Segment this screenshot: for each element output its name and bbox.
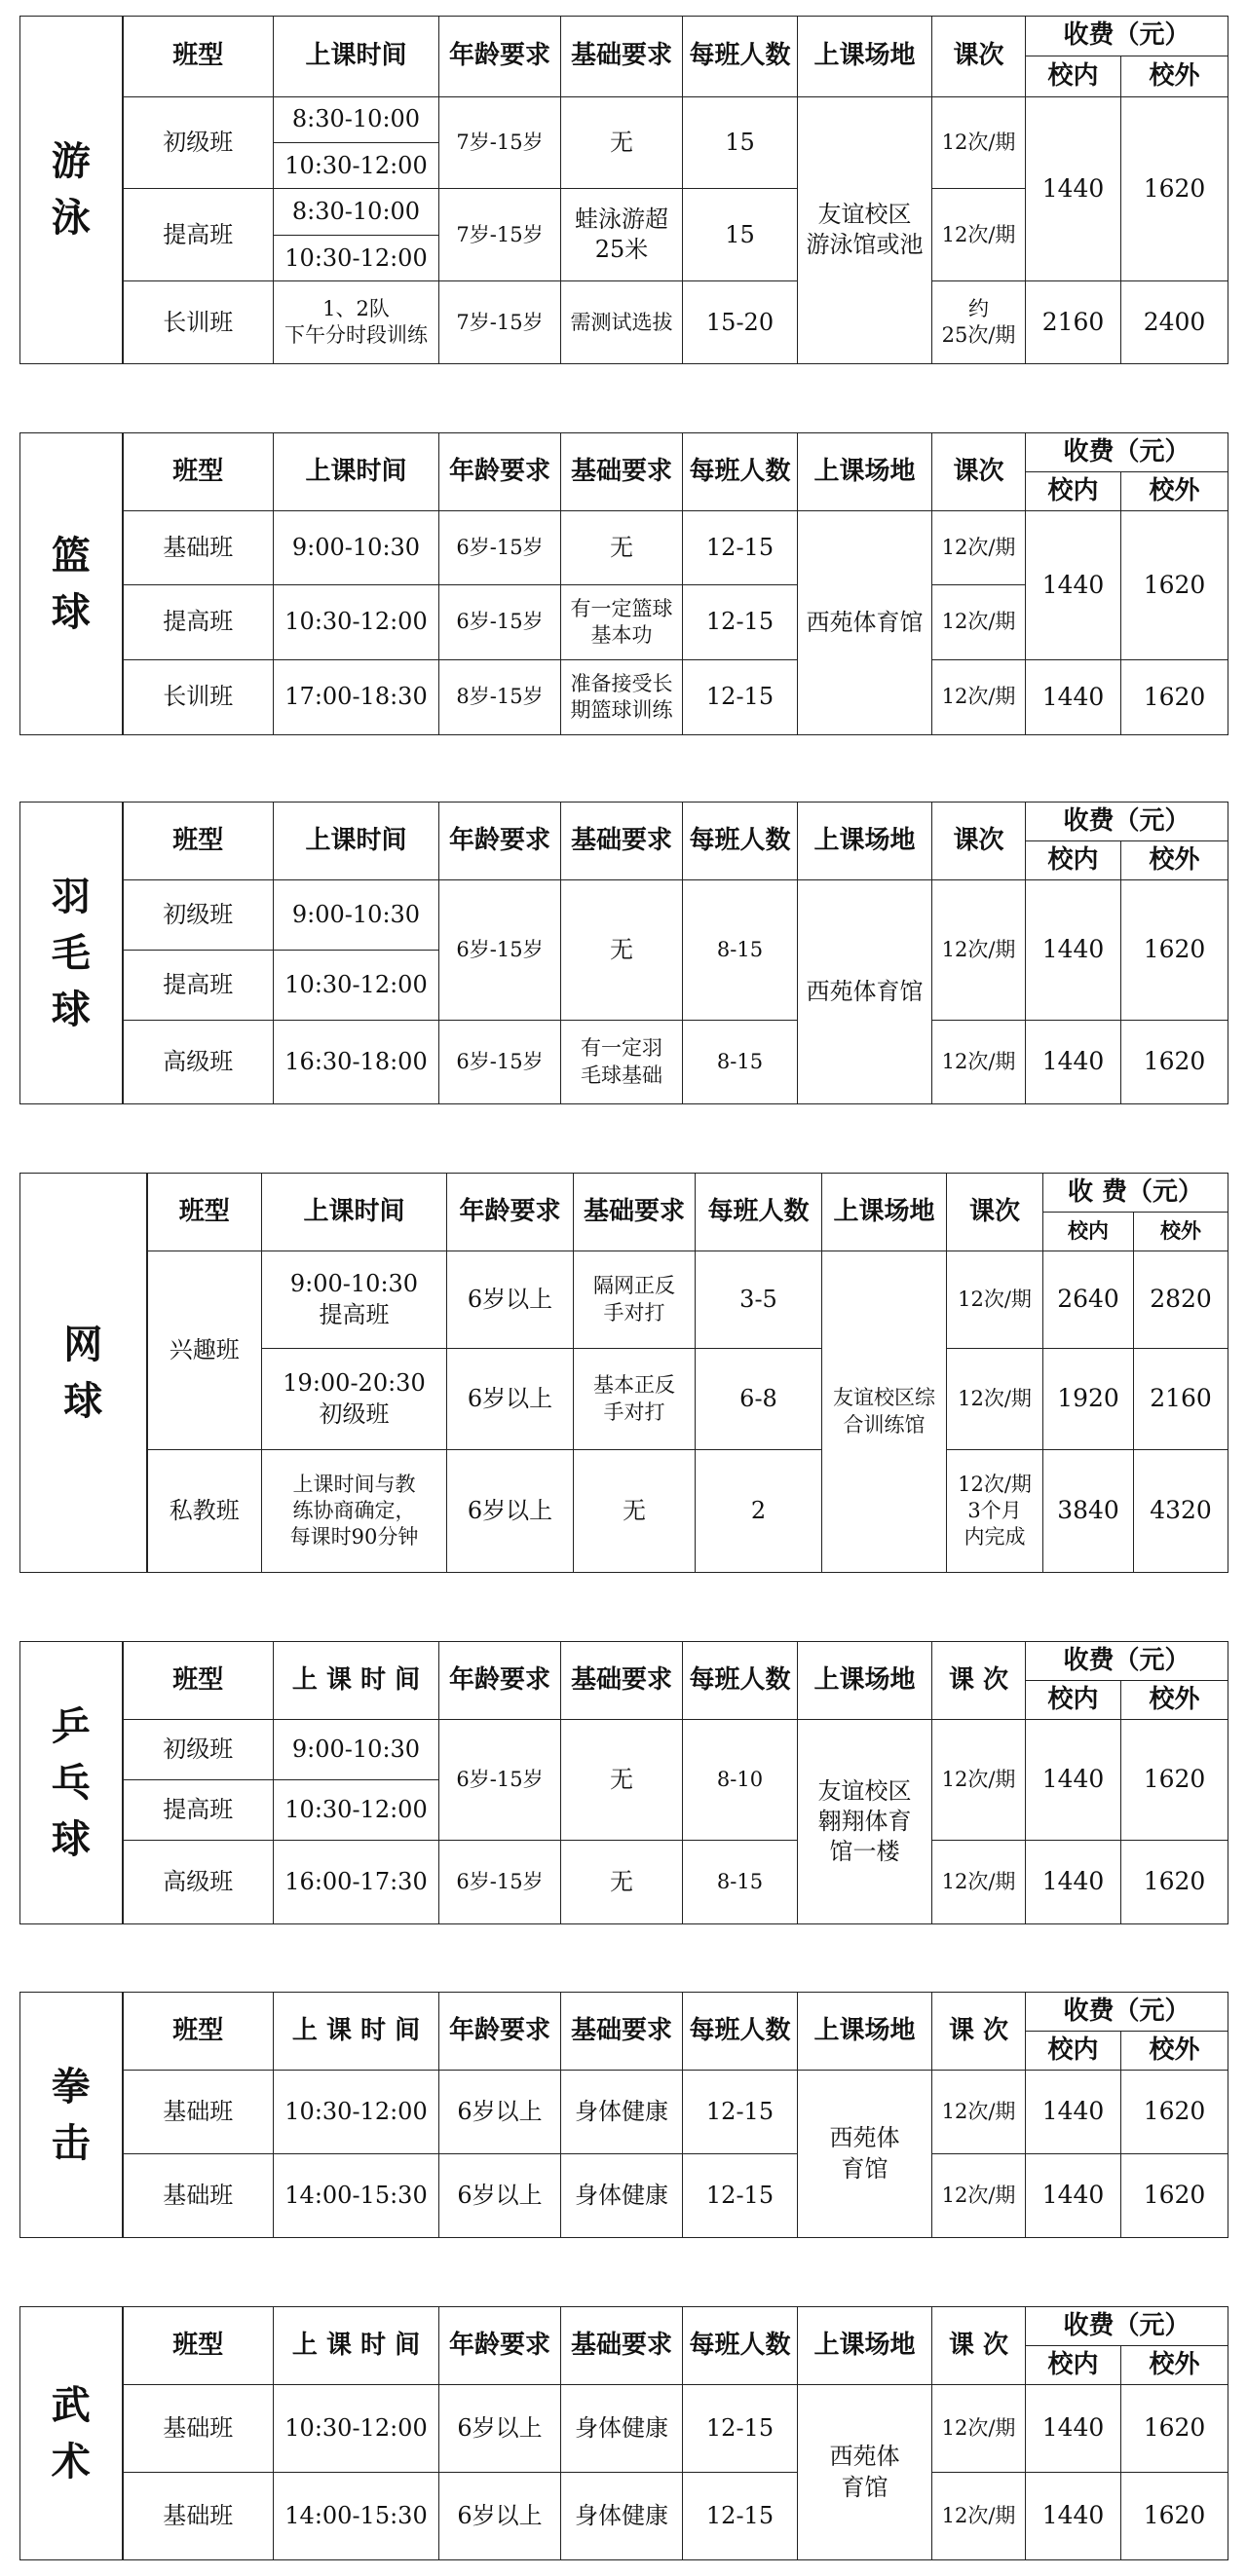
age-req: 6岁-15岁 [439, 585, 561, 660]
header-fee-inside: 校内 [1026, 2346, 1121, 2385]
header-fee-outside: 校外 [1121, 1681, 1228, 1720]
fee-outside: 2160 [1134, 1349, 1228, 1450]
header-venue: 上课场地 [798, 803, 932, 880]
class-time: 1、2队 下午分时段训练 [274, 281, 439, 364]
class-time: 10:30-12:00 [274, 2385, 439, 2473]
fee-inside: 2640 [1043, 1251, 1134, 1349]
basis-req: 有一定羽 毛球基础 [561, 1021, 683, 1104]
basis-req: 准备接受长 期篮球训练 [561, 660, 683, 735]
sessions: 12次/期 [932, 1841, 1026, 1924]
sport-name-boxing: 拳 击 [20, 1993, 123, 2238]
header-age: 年龄要求 [439, 2307, 561, 2385]
class-time: 17:00-18:30 [274, 660, 439, 735]
class-size: 15 [683, 189, 798, 281]
sessions: 12次/期 [932, 2385, 1026, 2473]
basis-req: 身体健康 [561, 2385, 683, 2473]
class-time: 16:30-18:00 [274, 1021, 439, 1104]
class-type: 初级班 [123, 96, 274, 189]
sport-name-pingpong: 乒 乓 球 [20, 1642, 123, 1924]
fee-inside: 1440 [1026, 2385, 1121, 2473]
header-age: 年龄要求 [439, 1642, 561, 1720]
class-type: 长训班 [123, 281, 274, 364]
badminton-table [19, 802, 1228, 1104]
fee-outside: 1620 [1121, 2154, 1228, 2238]
class-size: 8-15 [683, 880, 798, 1021]
class-time: 14:00-15:30 [274, 2473, 439, 2560]
fee-inside: 1440 [1026, 511, 1121, 660]
fee-inside: 1440 [1026, 96, 1121, 281]
class-size: 6-8 [696, 1349, 822, 1450]
basis-req: 需测试选拔 [561, 281, 683, 364]
sport-name-basketball: 篮 球 [20, 433, 123, 735]
fee-outside: 1620 [1121, 96, 1228, 281]
fee-inside: 1440 [1026, 1021, 1121, 1104]
class-size: 2 [696, 1450, 822, 1573]
header-basis: 基础要求 [574, 1174, 696, 1251]
class-type: 基础班 [123, 2154, 274, 2238]
sessions: 约 25次/期 [932, 281, 1026, 364]
header-time: 上 课 时 间 [274, 1642, 439, 1720]
header-class-type: 班型 [123, 1642, 274, 1720]
header-sessions: 课次 [932, 17, 1026, 97]
age-req: 6岁以上 [439, 2473, 561, 2560]
header-sessions: 课次 [932, 433, 1026, 511]
header-time: 上 课 时 间 [274, 1993, 439, 2071]
header-fee-inside: 校内 [1026, 1681, 1121, 1720]
fee-inside: 1440 [1026, 2154, 1121, 2238]
header-age: 年龄要求 [439, 17, 561, 97]
class-size: 12-15 [683, 2473, 798, 2560]
class-type: 初级班 [123, 880, 274, 951]
class-type: 提高班 [123, 585, 274, 660]
fee-outside: 1620 [1121, 511, 1228, 660]
header-fee-outside: 校外 [1121, 841, 1228, 880]
fee-outside: 4320 [1134, 1450, 1228, 1573]
class-time: 14:00-15:30 [274, 2154, 439, 2238]
sessions: 12次/期 [947, 1251, 1043, 1349]
class-time: 10:30-12:00 [274, 1780, 439, 1841]
age-req: 6岁-15岁 [439, 1021, 561, 1104]
header-class-type: 班型 [123, 433, 274, 511]
header-basis: 基础要求 [561, 1993, 683, 2071]
class-type: 私教班 [147, 1450, 262, 1573]
header-fee-inside: 校内 [1043, 1213, 1134, 1251]
class-group: 兴趣班 [147, 1251, 262, 1450]
header-basis: 基础要求 [561, 433, 683, 511]
basis-req: 无 [561, 1720, 683, 1841]
age-req: 6岁以上 [439, 2154, 561, 2238]
basis-req: 身体健康 [561, 2473, 683, 2560]
class-time: 9:00-10:30 [274, 1720, 439, 1780]
boxing-table [19, 1992, 1228, 2238]
header-fee-inside: 校内 [1026, 841, 1121, 880]
sessions: 12次/期 [932, 511, 1026, 585]
class-time: 10:30-12:00 [274, 585, 439, 660]
fee-outside: 1620 [1121, 2071, 1228, 2154]
class-time: 10:30-12:00 [274, 2071, 439, 2154]
class-size: 15 [683, 96, 798, 189]
class-size: 8-15 [683, 1841, 798, 1924]
class-size: 15-20 [683, 281, 798, 364]
header-size: 每班人数 [696, 1174, 822, 1251]
header-fee: 收费（元） [1026, 803, 1228, 841]
header-sessions: 课次 [947, 1174, 1043, 1251]
header-basis: 基础要求 [561, 803, 683, 880]
class-type: 基础班 [123, 2473, 274, 2560]
sessions: 12次/期 3个月 内完成 [947, 1450, 1043, 1573]
header-age: 年龄要求 [447, 1174, 574, 1251]
fee-outside: 1620 [1121, 660, 1228, 735]
class-time: 上课时间与教 练协商确定， 每课时90分钟 [262, 1450, 447, 1573]
sport-name-tennis: 网 球 [20, 1174, 147, 1573]
class-time: 10:30-12:00 [274, 951, 439, 1021]
header-fee-inside: 校内 [1026, 472, 1121, 511]
header-class-type: 班型 [123, 17, 274, 97]
fee-inside: 1440 [1026, 2071, 1121, 2154]
sessions: 12次/期 [932, 189, 1026, 281]
class-size: 3-5 [696, 1251, 822, 1349]
basis-req: 无 [574, 1450, 696, 1573]
sessions: 12次/期 [947, 1349, 1043, 1450]
age-req: 6岁以上 [447, 1450, 574, 1573]
age-req: 8岁-15岁 [439, 660, 561, 735]
basis-req: 身体健康 [561, 2071, 683, 2154]
class-time: 9:00-10:30 [274, 511, 439, 585]
header-venue: 上课场地 [798, 1993, 932, 2071]
sessions: 12次/期 [932, 660, 1026, 735]
class-time: 9:00-10:30 提高班 [262, 1251, 447, 1349]
header-fee-inside: 校内 [1026, 56, 1121, 96]
header-sessions: 课 次 [932, 2307, 1026, 2385]
header-fee: 收费（元） [1026, 2307, 1228, 2346]
class-type: 初级班 [123, 1720, 274, 1780]
header-fee-inside: 校内 [1026, 2032, 1121, 2071]
header-class-type: 班型 [147, 1174, 262, 1251]
basis-req: 有一定篮球 基本功 [561, 585, 683, 660]
header-time: 上课时间 [274, 803, 439, 880]
fee-inside: 1440 [1026, 880, 1121, 1021]
basis-req: 隔网正反 手对打 [574, 1251, 696, 1349]
sessions: 12次/期 [932, 96, 1026, 189]
age-req: 7岁-15岁 [439, 189, 561, 281]
class-time: 19:00-20:30 初级班 [262, 1349, 447, 1450]
header-fee: 收费（元） [1026, 1993, 1228, 2032]
sport-name-swimming: 游 泳 [20, 17, 123, 364]
header-time: 上课时间 [262, 1174, 447, 1251]
class-size: 12-15 [683, 585, 798, 660]
pingpong-table [19, 1641, 1228, 1924]
header-size: 每班人数 [683, 17, 798, 97]
header-basis: 基础要求 [561, 1642, 683, 1720]
class-type: 高级班 [123, 1021, 274, 1104]
header-size: 每班人数 [683, 433, 798, 511]
header-venue: 上课场地 [798, 2307, 932, 2385]
fee-inside: 1440 [1026, 2473, 1121, 2560]
basis-req: 无 [561, 96, 683, 189]
class-type: 长训班 [123, 660, 274, 735]
class-size: 12-15 [683, 660, 798, 735]
header-fee: 收费（元） [1026, 1642, 1228, 1681]
header-size: 每班人数 [683, 1642, 798, 1720]
header-fee-outside: 校外 [1121, 2346, 1228, 2385]
header-time: 上课时间 [274, 17, 439, 97]
basis-req: 身体健康 [561, 2154, 683, 2238]
fee-outside: 1620 [1121, 1021, 1228, 1104]
basis-req: 无 [561, 880, 683, 1021]
fee-inside: 2160 [1026, 281, 1121, 364]
fee-inside: 1440 [1026, 1720, 1121, 1841]
header-time: 上课时间 [274, 433, 439, 511]
header-fee: 收 费（元） [1043, 1174, 1228, 1213]
basis-req: 基本正反 手对打 [574, 1349, 696, 1450]
class-type: 提高班 [123, 1780, 274, 1841]
header-venue: 上课场地 [798, 433, 932, 511]
basis-req: 蛙泳游超 25米 [561, 189, 683, 281]
venue: 西苑体育馆 [798, 880, 932, 1104]
sessions: 12次/期 [932, 1720, 1026, 1841]
basis-req: 无 [561, 511, 683, 585]
class-type: 提高班 [123, 951, 274, 1021]
sessions: 12次/期 [932, 2154, 1026, 2238]
age-req: 6岁-15岁 [439, 880, 561, 1021]
class-type: 提高班 [123, 189, 274, 281]
age-req: 6岁以上 [439, 2385, 561, 2473]
age-req: 7岁-15岁 [439, 96, 561, 189]
fee-outside: 1620 [1121, 2473, 1228, 2560]
age-req: 6岁-15岁 [439, 1841, 561, 1924]
age-req: 6岁-15岁 [439, 511, 561, 585]
age-req: 7岁-15岁 [439, 281, 561, 364]
header-fee-outside: 校外 [1121, 56, 1228, 96]
header-fee: 收费（元） [1026, 17, 1228, 56]
tennis-table [19, 1173, 1228, 1573]
class-time: 10:30-12:00 [274, 235, 439, 280]
venue: 西苑体 育馆 [798, 2071, 932, 2238]
header-fee-outside: 校外 [1121, 2032, 1228, 2071]
venue: 友谊校区综 合训练馆 [822, 1251, 947, 1573]
basis-req: 无 [561, 1841, 683, 1924]
age-req: 6岁以上 [447, 1251, 574, 1349]
header-size: 每班人数 [683, 2307, 798, 2385]
basketball-table [19, 432, 1228, 735]
fee-outside: 2820 [1134, 1251, 1228, 1349]
fee-inside: 3840 [1043, 1450, 1134, 1573]
class-size: 8-15 [683, 1021, 798, 1104]
class-time: 8:30-10:00 [274, 189, 439, 235]
class-size: 12-15 [683, 2154, 798, 2238]
venue: 友谊校区 游泳馆或池 [798, 96, 932, 363]
class-type: 高级班 [123, 1841, 274, 1924]
sport-name-wushu: 武 术 [20, 2307, 123, 2560]
header-age: 年龄要求 [439, 1993, 561, 2071]
fee-inside: 1920 [1043, 1349, 1134, 1450]
header-age: 年龄要求 [439, 803, 561, 880]
class-size: 12-15 [683, 2071, 798, 2154]
header-basis: 基础要求 [561, 17, 683, 97]
header-time: 上 课 时 间 [274, 2307, 439, 2385]
age-req: 6岁以上 [447, 1349, 574, 1450]
fee-outside: 1620 [1121, 880, 1228, 1021]
header-class-type: 班型 [123, 2307, 274, 2385]
sessions: 12次/期 [932, 2071, 1026, 2154]
class-type: 基础班 [123, 511, 274, 585]
class-time: 16:00-17:30 [274, 1841, 439, 1924]
fee-outside: 1620 [1121, 1720, 1228, 1841]
fee-outside: 1620 [1121, 2385, 1228, 2473]
header-basis: 基础要求 [561, 2307, 683, 2385]
wushu-table [19, 2306, 1228, 2560]
venue: 西苑体 育馆 [798, 2385, 932, 2560]
class-size: 12-15 [683, 2385, 798, 2473]
age-req: 6岁-15岁 [439, 1720, 561, 1841]
class-size: 12-15 [683, 511, 798, 585]
sessions: 12次/期 [932, 2473, 1026, 2560]
header-fee-outside: 校外 [1121, 472, 1228, 511]
sport-name-badminton: 羽 毛 球 [20, 803, 123, 1104]
header-fee: 收费（元） [1026, 433, 1228, 472]
venue: 友谊校区 翱翔体育 馆一楼 [798, 1720, 932, 1924]
header-venue: 上课场地 [798, 17, 932, 97]
fee-inside: 1440 [1026, 660, 1121, 735]
fee-outside: 2400 [1121, 281, 1228, 364]
age-req: 6岁以上 [439, 2071, 561, 2154]
class-time: 10:30-12:00 [274, 142, 439, 188]
header-venue: 上课场地 [798, 1642, 932, 1720]
header-size: 每班人数 [683, 1993, 798, 2071]
venue: 西苑体育馆 [798, 511, 932, 735]
header-age: 年龄要求 [439, 433, 561, 511]
fee-inside: 1440 [1026, 1841, 1121, 1924]
header-sessions: 课 次 [932, 1642, 1026, 1720]
header-class-type: 班型 [123, 803, 274, 880]
header-fee-outside: 校外 [1134, 1213, 1228, 1251]
fee-outside: 1620 [1121, 1841, 1228, 1924]
class-time: 8:30-10:00 [274, 96, 439, 142]
sessions: 12次/期 [932, 585, 1026, 660]
sessions: 12次/期 [932, 880, 1026, 1021]
class-type: 基础班 [123, 2385, 274, 2473]
header-sessions: 课 次 [932, 1993, 1026, 2071]
sessions: 12次/期 [932, 1021, 1026, 1104]
class-size: 8-10 [683, 1720, 798, 1841]
class-time: 9:00-10:30 [274, 880, 439, 951]
header-class-type: 班型 [123, 1993, 274, 2071]
swimming-table [19, 16, 1228, 364]
header-venue: 上课场地 [822, 1174, 947, 1251]
header-size: 每班人数 [683, 803, 798, 880]
class-type: 基础班 [123, 2071, 274, 2154]
header-sessions: 课次 [932, 803, 1026, 880]
